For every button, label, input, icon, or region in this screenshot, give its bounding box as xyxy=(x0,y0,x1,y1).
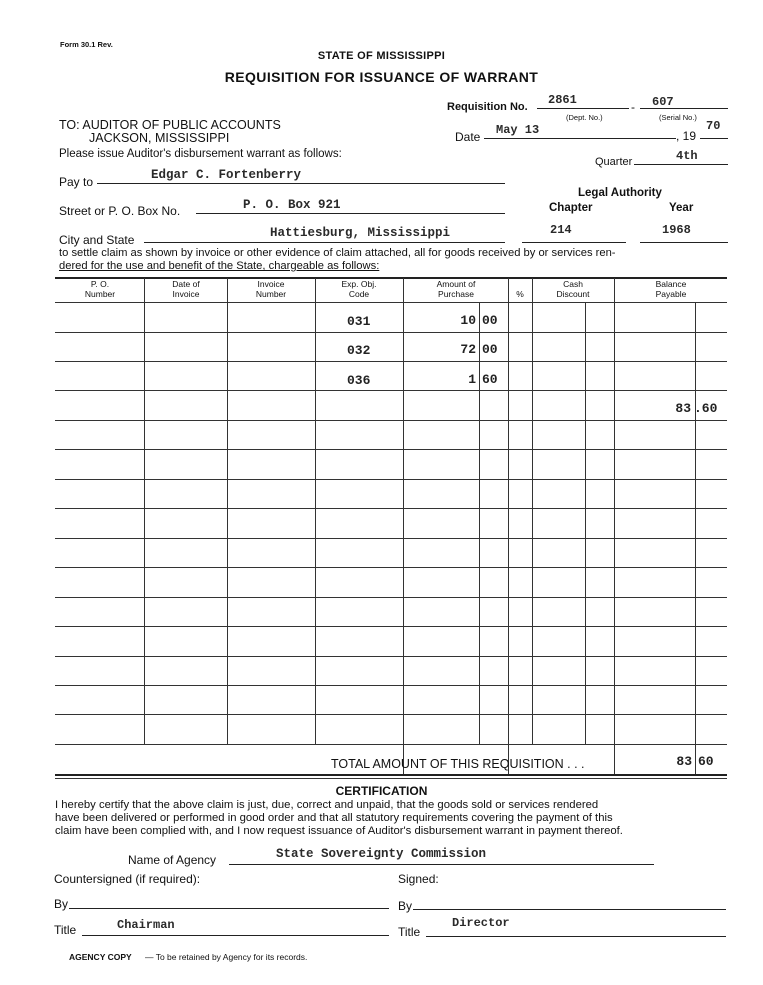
row-rule xyxy=(55,508,727,509)
row-rule xyxy=(55,597,727,598)
row-rule xyxy=(55,744,727,745)
year-prefix: , 19 xyxy=(676,129,697,143)
agency-copy-note: — To be retained by Agency for its records. xyxy=(145,952,308,962)
right-title-line xyxy=(426,936,726,937)
col-exp-obj-code: Exp. Obj. Code xyxy=(341,279,377,299)
agency-copy-label: AGENCY COPY xyxy=(69,952,132,962)
col-date-of-invoice: Date of Invoice xyxy=(172,279,200,299)
row-rule xyxy=(55,656,727,657)
serial-caption: (Serial No.) xyxy=(659,113,697,122)
col-rule xyxy=(508,278,509,774)
total-cents: 60 xyxy=(698,754,714,769)
row-rule xyxy=(55,361,727,362)
street-label: Street or P. O. Box No. xyxy=(59,204,181,218)
right-by-line xyxy=(413,909,726,910)
street-value: P. O. Box 921 xyxy=(243,198,341,212)
requisition-label: Requisition No. xyxy=(447,101,528,113)
table-top-rule xyxy=(55,277,727,279)
agency-label: Name of Agency xyxy=(128,853,217,867)
certification-text-1: I hereby certify that the above claim is just, due, correct and unpaid, that the goods sold or services rendered xyxy=(55,799,599,811)
quarter-label: Quarter xyxy=(595,156,633,168)
col-rule xyxy=(585,302,586,744)
date-line xyxy=(484,138,676,139)
city-line: JACKSON, MISSISSIPPI xyxy=(89,131,230,145)
signed-label: Signed: xyxy=(398,872,439,886)
row-rule xyxy=(55,332,727,333)
row-2-dollars: 72 xyxy=(460,342,476,357)
dept-no-value: 2861 xyxy=(548,93,577,107)
legal-authority-heading: Legal Authority xyxy=(578,187,662,199)
pay-to-value: Edgar C. Fortenberry xyxy=(151,168,302,182)
col-rule xyxy=(144,278,145,744)
row-rule xyxy=(55,479,727,480)
row-rule xyxy=(55,626,727,627)
quarter-value: 4th xyxy=(676,149,698,163)
col-rule xyxy=(315,278,316,744)
settle-text-1: to settle claim as shown by invoice or other evidence of claim attached, all for goods received by or services ren- xyxy=(59,247,616,259)
city-state-value: Hattiesburg, Mississippi xyxy=(270,226,451,240)
form-number: Form 30.1 Rev. xyxy=(60,40,113,49)
row-rule xyxy=(55,685,727,686)
table-header-rule xyxy=(55,302,727,303)
street-line xyxy=(196,213,505,214)
authority-year-value: 1968 xyxy=(662,223,691,237)
col-rule xyxy=(479,302,480,744)
row-2-cents: 00 xyxy=(482,342,498,357)
col-cash-discount: Cash Discount xyxy=(556,279,590,299)
page-title: REQUISITION FOR ISSUANCE OF WARRANT xyxy=(224,69,539,85)
row-rule xyxy=(55,714,727,715)
col-invoice-number: Invoice Number xyxy=(255,279,287,299)
left-by-line xyxy=(69,908,389,909)
certification-text-3: claim have been complied with, and I now request issuance of Auditor's disbursement warrant in payment thereof. xyxy=(55,825,623,837)
certification-heading: CERTIFICATION xyxy=(335,784,428,798)
chapter-line xyxy=(522,242,626,243)
to-line: TO: AUDITOR OF PUBLIC ACCOUNTS xyxy=(59,118,281,132)
right-title-label: Title xyxy=(398,925,421,939)
dept-caption: (Dept. No.) xyxy=(566,113,603,122)
col-amount-of-purchase: Amount of Purchase xyxy=(436,279,476,299)
right-title-value: Director xyxy=(452,916,510,930)
row-rule xyxy=(55,538,727,539)
left-title-line xyxy=(82,935,389,936)
chapter-label: Chapter xyxy=(549,202,593,214)
row-1-cents: 00 xyxy=(482,313,498,328)
col-rule xyxy=(532,278,533,744)
total-label: TOTAL AMOUNT OF THIS REQUISITION . . . xyxy=(331,757,585,771)
row-rule xyxy=(55,420,727,421)
balance-dollars: 83 xyxy=(675,401,691,416)
countersigned-label: Countersigned (if required): xyxy=(54,872,201,886)
pay-to-label: Pay to xyxy=(59,175,94,189)
city-state-label: City and State xyxy=(59,233,135,247)
settle-text-2: dered for the use and benefit of the State, chargeable as follows: xyxy=(59,260,380,272)
year-suffix: 70 xyxy=(706,119,721,133)
col-rule xyxy=(614,278,615,774)
left-title-label: Title xyxy=(54,923,77,937)
row-rule xyxy=(55,567,727,568)
row-3-cents: 60 xyxy=(482,372,498,387)
row-rule xyxy=(55,449,727,450)
dept-no-line xyxy=(537,108,629,109)
date-label: Date xyxy=(455,130,481,144)
total-rule-2 xyxy=(55,778,727,779)
dash: - xyxy=(631,100,635,114)
col-percent: % xyxy=(516,289,524,299)
balance-cents: .60 xyxy=(694,401,718,416)
row-2-code: 032 xyxy=(347,343,371,358)
total-dollars: 83 xyxy=(676,754,692,769)
instruction: Please issue Auditor's disbursement warrant as follows: xyxy=(59,148,342,160)
city-state-line xyxy=(144,242,505,243)
col-po-number: P. O. Number xyxy=(84,279,116,299)
agency-line xyxy=(229,864,654,865)
row-3-dollars: 1 xyxy=(468,372,476,387)
col-balance-payable: Balance Payable xyxy=(655,279,687,299)
year-label: Year xyxy=(669,202,694,214)
date-value: May 13 xyxy=(496,123,540,137)
row-1-code: 031 xyxy=(347,314,371,329)
left-title-value: Chairman xyxy=(117,918,175,932)
total-rule-1 xyxy=(55,774,727,776)
authority-year-line xyxy=(640,242,728,243)
left-by-label: By xyxy=(54,897,69,911)
state-heading: STATE OF MISSISSIPPI xyxy=(317,50,446,62)
year-line xyxy=(700,138,728,139)
row-rule xyxy=(55,390,727,391)
chapter-value: 214 xyxy=(550,223,572,237)
serial-no-value: 607 xyxy=(652,95,674,109)
pay-to-line xyxy=(97,183,505,184)
quarter-line xyxy=(634,164,728,165)
right-by-label: By xyxy=(398,899,413,913)
col-rule xyxy=(227,278,228,744)
agency-value: State Sovereignty Commission xyxy=(276,847,487,861)
certification-text-2: have been delivered or performed in good order and that all statutory requirements covering the payment of this xyxy=(55,812,613,824)
row-3-code: 036 xyxy=(347,373,371,388)
row-1-dollars: 10 xyxy=(460,313,476,328)
